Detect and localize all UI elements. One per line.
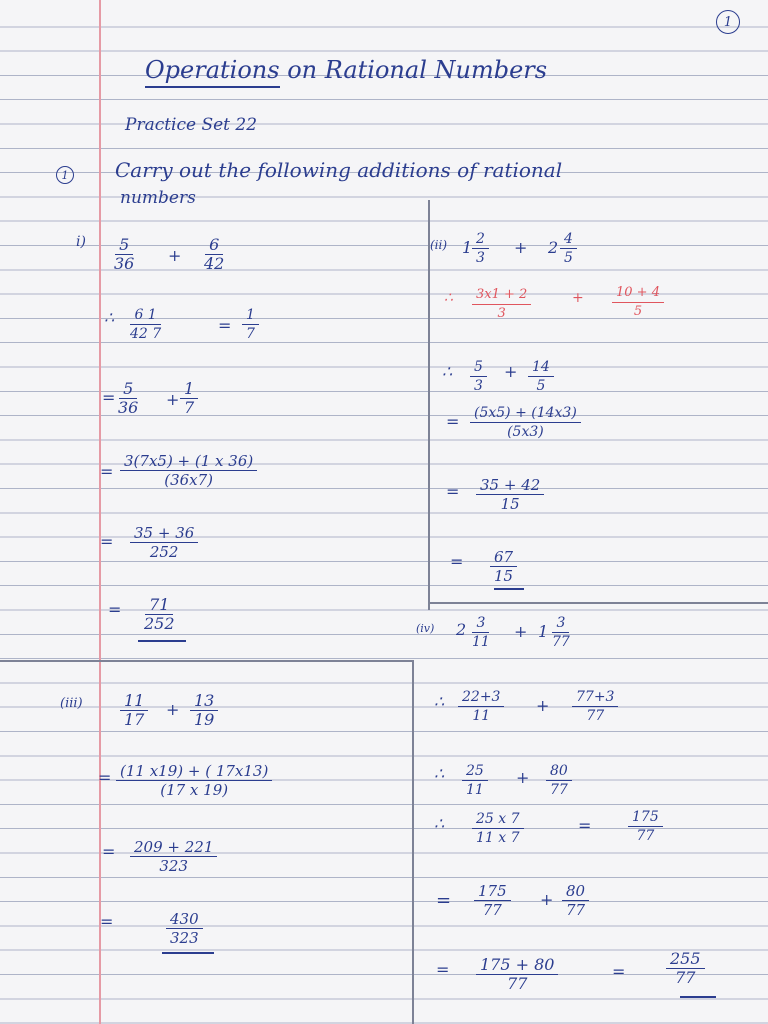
p1-answer-fraction [140,596,179,633]
denominator: 77 [482,901,502,919]
equals-sign: = [102,842,116,861]
equals-sign: = [100,912,114,931]
equals-sign: = [436,890,452,911]
numerator: 175 + 80 [476,956,558,975]
whole-number: 1 [538,622,549,641]
question-text-line2: numbers [120,188,196,208]
denominator: 77 [586,708,605,724]
margin-line [99,0,101,1024]
numerator: 10 + 4 [612,284,664,303]
denominator: 5 [564,250,573,266]
plus-sign: + [514,238,528,257]
numerator: 13 [190,692,218,711]
p2-answer-fraction [490,548,517,585]
problem-iv-label: (iv) [416,622,435,635]
denominator: 77 [507,974,528,993]
denominator: 11 x 7 [476,830,520,846]
denominator: 77 [552,634,570,650]
numerator: 3 [472,614,489,633]
p4-step2-fraction-2 [572,688,618,725]
plus-sign: + [540,890,554,909]
p4-step6-fraction [476,956,558,993]
denominator: 77 [636,828,655,844]
p4-fraction-2 [548,614,574,651]
denominator: 11 [466,782,484,798]
equals-sign: = [436,960,450,979]
plus-sign: + [166,700,180,719]
denominator: 3 [497,306,506,321]
numerator: (5x5) + (14x3) [470,404,581,423]
numerator: 6 1 [130,306,160,325]
p1-step2-fraction-1 [114,380,142,417]
denominator: 323 [170,929,199,947]
p4-answer-fraction [666,950,705,987]
p4-step5-fraction-1 [474,882,511,919]
p4-step3-fraction-2 [546,762,572,799]
numerator: 3 [552,614,569,633]
p1-simplify-fraction [126,306,165,343]
numerator: 35 + 36 [130,524,198,543]
equals-sign: = [612,962,626,981]
equals-sign: = [218,316,232,335]
numerator: 1 [180,380,198,399]
plus-sign: + [536,696,550,715]
numerator: 175 [474,882,511,901]
denominator: 7 [184,398,195,417]
numerator: 430 [166,910,203,929]
denominator: 323 [159,857,188,875]
question-text-line1: Carry out the following additions of rational [115,158,563,182]
p2-red-fraction-1 [472,286,531,323]
p3-fraction-1 [120,692,148,729]
p1-step3-fraction [120,452,257,489]
numerator: 14 [528,358,554,377]
plus-sign: + [504,362,518,381]
p4-step3-fraction-1 [462,762,488,799]
problem-i-label: i) [76,234,86,250]
row-divider-right [428,602,768,604]
plus-sign: + [516,768,530,787]
p2-fraction-1 [472,230,489,267]
column-divider-bottom [412,660,414,1024]
p2-step3-fraction [470,404,581,441]
numerator: 77+3 [572,688,618,707]
denominator: 5 [536,378,546,394]
numerator: 35 + 42 [476,476,544,495]
p4-fraction-1 [468,614,494,651]
denominator: 77 [675,968,696,987]
numerator: 3(7x5) + (1 x 36) [120,452,257,471]
column-divider-top [428,200,430,610]
p1-step2-fraction-2 [180,380,198,417]
plus-sign: + [168,246,182,265]
numerator: 175 [628,808,663,827]
equals-sign: = [446,482,460,501]
equals-sign: = [98,768,112,787]
equals-sign: = [450,552,464,571]
answer-underline [680,996,716,998]
numerator: 67 [490,548,517,567]
p3-step3-fraction [130,838,217,875]
denominator: 15 [500,495,520,513]
denominator: 3 [474,378,483,394]
denominator: 77 [550,782,568,798]
numerator: 5 [115,236,133,255]
practice-set-label: Practice Set 22 [125,115,258,135]
whole-number: 1 [462,238,473,257]
p3-step2-fraction [116,762,272,799]
numerator: 5 [119,380,137,399]
plus-sign: + [166,390,180,409]
page-number: 1 [716,10,740,34]
p2-fraction-2 [560,230,577,267]
p2-step2-fraction-2 [528,358,554,395]
question-number: 1 [56,166,74,184]
denominator: 36 [118,398,139,417]
equals-sign: = [108,600,122,619]
numerator: (11 x19) + ( 17x13) [116,762,272,781]
p1-step4-fraction [130,524,198,561]
denominator: 3 [476,250,485,266]
denominator: (36x7) [164,471,214,489]
p2-step2-fraction-1 [470,358,487,395]
denominator: (17 x 19) [160,781,229,799]
numerator: 5 [470,358,487,377]
equals-sign: = [446,412,460,431]
numerator: 80 [546,762,572,781]
therefore-sign: ∴ [434,814,445,833]
therefore-sign: ∴ [104,308,115,327]
page-title: Operations on Rational Numbers [145,56,548,84]
denominator: 11 [472,708,491,724]
p2-red-fraction-2 [612,284,664,321]
denominator: (5x3) [507,424,544,440]
numerator: 80 [562,882,589,901]
denominator: 42 7 [130,326,162,342]
equals-sign: = [100,532,114,551]
plus-sign: + [514,622,528,641]
denominator: 15 [494,567,514,585]
row-divider-left [0,660,412,662]
therefore-sign: ∴ [444,290,453,306]
denominator: 19 [194,710,215,729]
p1-simplify-result [242,306,259,343]
denominator: 36 [114,254,135,273]
p1-fraction-1 [110,236,138,273]
p4-step4-result [628,808,663,845]
denominator: 7 [246,326,255,342]
equals-sign: = [102,388,116,407]
denominator: 252 [144,614,175,633]
denominator: 5 [633,304,643,319]
p1-fraction-2 [200,236,228,273]
numerator: 22+3 [458,688,504,707]
numerator: 3x1 + 2 [472,286,531,305]
therefore-sign: ∴ [442,362,453,381]
title-underline [145,86,280,88]
numerator: 25 [462,762,488,781]
p3-answer-fraction [166,910,203,947]
equals-sign: = [578,816,592,835]
numerator: 209 + 221 [130,838,217,857]
p4-step4-fraction [472,810,524,847]
therefore-sign: ∴ [434,692,445,711]
problem-iii-label: (iii) [60,696,83,711]
p4-step2-fraction-1 [458,688,504,725]
plus-sign: + [572,290,584,306]
answer-underline [494,588,524,590]
numerator: 4 [560,230,577,249]
answer-underline [162,952,214,954]
whole-number: 2 [456,620,467,639]
numerator: 71 [145,596,173,615]
numerator: 25 x 7 [472,810,524,829]
equals-sign: = [100,462,114,481]
therefore-sign: ∴ [434,764,445,783]
numerator: 11 [120,692,148,711]
denominator: 77 [566,901,586,919]
numerator: 1 [242,306,259,325]
numerator: 255 [666,950,705,969]
denominator: 11 [472,634,490,650]
answer-underline [138,640,186,642]
p3-fraction-2 [190,692,218,729]
p2-step4-fraction [476,476,544,513]
denominator: 42 [204,254,225,273]
problem-ii-label: (ii) [430,238,448,252]
numerator: 6 [205,236,223,255]
p4-step5-fraction-2 [562,882,589,919]
whole-number: 2 [548,238,559,257]
numerator: 2 [472,230,489,249]
denominator: 17 [124,710,145,729]
denominator: 252 [149,543,179,561]
